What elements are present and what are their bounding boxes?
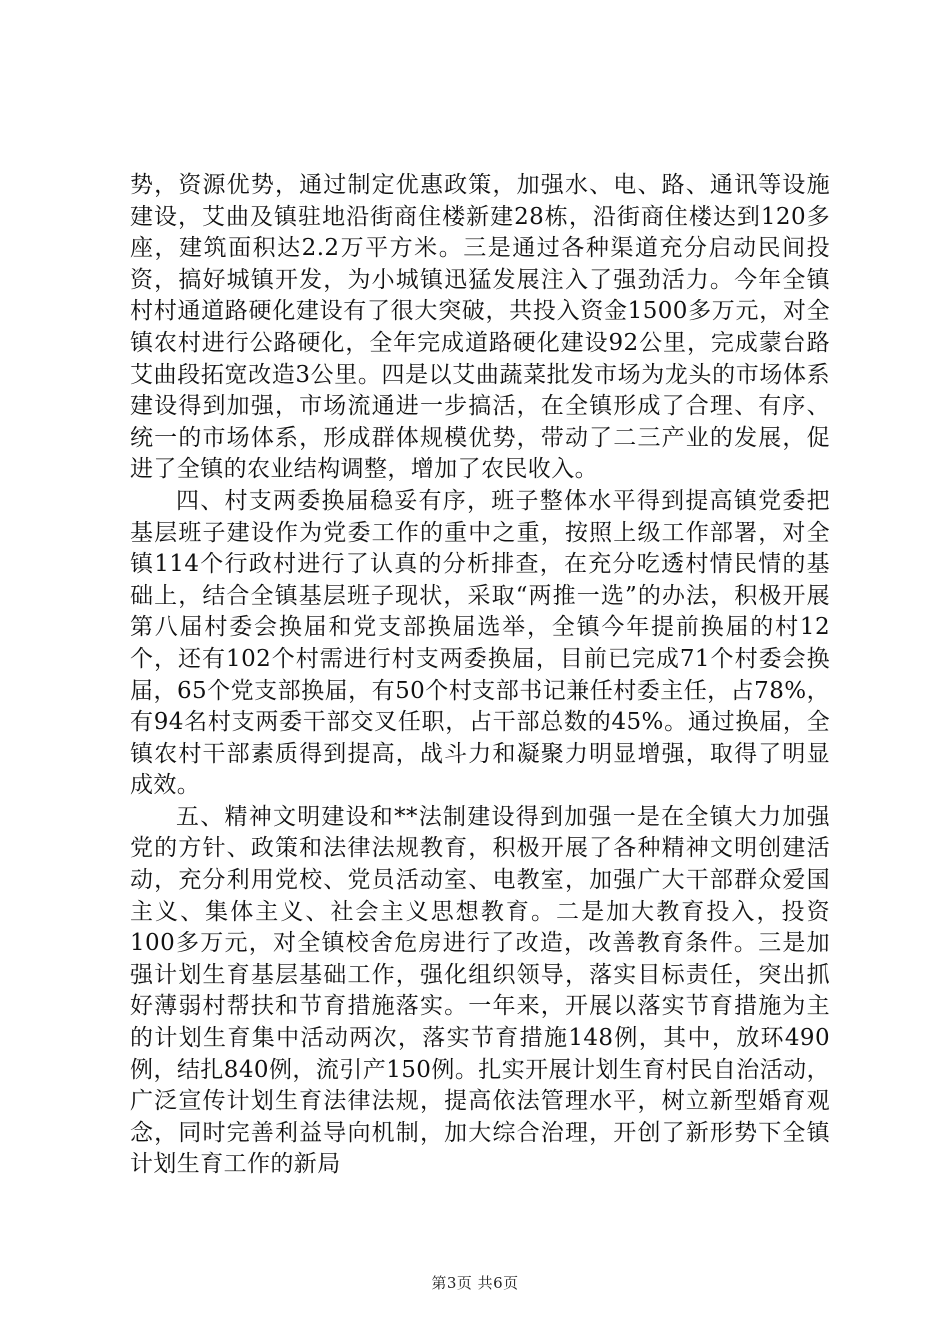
page-footer: 第3页 共6页: [431, 1274, 519, 1292]
document-body: [130, 170, 830, 1181]
paragraph-section-four: 四、村支两委换届稳妥有序，班子整体水平得到提高镇党委把基层班子建设作为党委工作的重中之重，按照上级工作部署，对全镇114个行政村进行了认真的分析排查，在充分吃透村情民情的基础上，结合全镇基层班子现状，采取“两推一选”的办法，积极开展第八届村委会换届和党支部换届选举，全镇今年提前换届的村12个，还有102个村需进行村支两委换届，目前已完成71个村委会换届，65个党支部换届，有50个村支部书记兼任村委主任，占78%，有94名村支两委干部交叉任职，占干部总数的45%。通过换届，全镇农村干部素质得到提高，战斗力和凝聚力明显增强，取得了明显成效。: [130, 487, 830, 799]
paragraph-section-five: 五、精神文明建设和**法制建设得到加强一是在全镇大力加强党的方针、政策和法律法规教育，积极开展了各种精神文明创建活动，充分利用党校、党员活动室、电教室，加强广大干部群众爱国主义、集体主义、社会主义思想教育。二是加大教育投入，投资100多万元，对全镇校舍危房进行了改造，改善教育条件。三是加强计划生育基层基础工作，强化组织领导，落实目标责任，突出抓好薄弱村帮扶和节育措施落实。一年来，开展以落实节育措施为主的计划生育集中活动两次，落实节育措施148例，其中，放环490例，结扎840例，流引产150例。扎实开展计划生育村民自治活动，广泛宣传计划生育法律法规，提高依法管理水平，树立新型婚育观念，同时完善利益导向机制，加大综合治理，开创了新形势下全镇计划生育工作的新局: [130, 803, 830, 1178]
paragraph-continuation: 势，资源优势，通过制定优惠政策，加强水、电、路、通讯等设施建设，艾曲及镇驻地沿街商住楼新建28栋，沿街商住楼达到120多座，建筑面积达2.2万平方米。三是通过各种渠道充分启动民间投资，搞好城镇开发，为小城镇迅猛发展注入了强劲活力。今年全镇村村通道路硬化建设有了很大突破，共投入资金1500多万元，对全镇农村进行公路硬化，全年完成道路硬化建设92公里，完成蒙台路艾曲段拓宽改造3公里。四是以艾曲蔬菜批发市场为龙头的市场体系建设得到加强，市场流通进一步搞活，在全镇形成了合理、有序、统一的市场体系，形成群体规模优势，带动了二三产业的发展，促进了全镇的农业结构调整，增加了农民收入。: [130, 172, 830, 483]
